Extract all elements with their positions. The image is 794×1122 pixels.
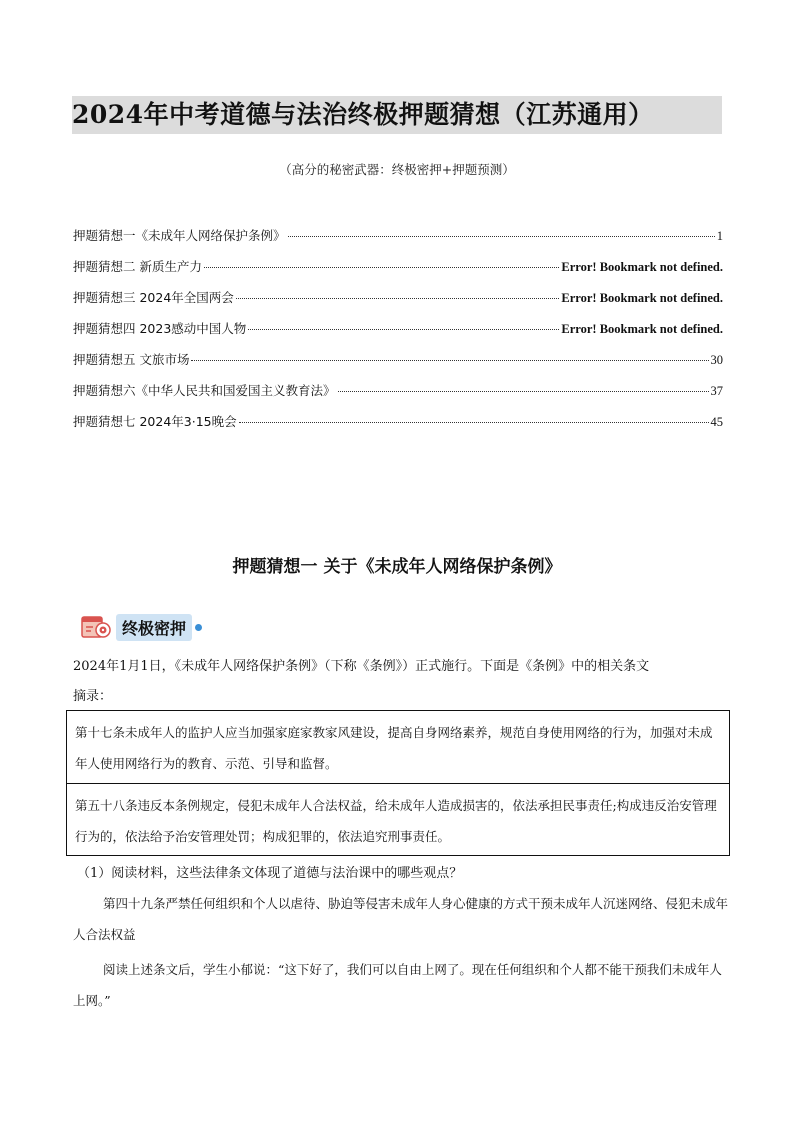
- toc-entry[interactable]: [73, 319, 723, 350]
- document-subtitle: （高分的秘密武器：终极密押+押题预测）: [279, 162, 515, 177]
- toc-entry-label: 押题猜想七 2024年3·15晚会: [73, 414, 237, 429]
- badge-dot-icon: [195, 624, 202, 631]
- section-heading: 押题猜想一 关于《未成年人网络保护条例》: [232, 557, 562, 577]
- table-of-contents: [73, 226, 723, 443]
- toc-entry[interactable]: [73, 226, 723, 257]
- toc-entry-page: 37: [710, 384, 723, 398]
- document-title: 2024年中考道德与法治终极押题猜想（江苏通用）: [72, 100, 654, 129]
- toc-entry-label: 押题猜想六《中华人民共和国爱国主义教育法》: [73, 383, 336, 398]
- intro-line-2: 摘录：: [73, 689, 113, 704]
- toc-entry[interactable]: [73, 412, 723, 443]
- toc-leader-dots: [338, 391, 709, 392]
- calendar-target-icon: [80, 613, 114, 641]
- toc-leader-dots: [191, 360, 708, 361]
- toc-leader-dots: [248, 329, 559, 330]
- toc-leader-dots: [236, 298, 560, 299]
- toc-entry-page: Error! Bookmark not defined.: [561, 322, 723, 336]
- toc-entry-label: 押题猜想三 2024年全国两会: [73, 290, 234, 305]
- article-49-text: 第四十九条严禁任何组织和个人以虐待、胁迫等侵害未成年人身心健康的方式干预未成年人沉迷网络、侵犯未成年人合法权益: [73, 896, 729, 942]
- toc-entry[interactable]: [73, 350, 723, 381]
- badge-label: 终极密押: [116, 614, 192, 641]
- toc-entry-page: Error! Bookmark not defined.: [561, 260, 723, 274]
- article-58: 第五十八条违反本条例规定，侵犯未成年人合法权益，给未成年人造成损害的，依法承担民事责任;构成违反治安管理行为的，依法给予治安管理处罚；构成犯罪的，依法追究刑事责任。: [67, 783, 729, 855]
- toc-entry-label: 押题猜想二 新质生产力: [73, 259, 202, 274]
- toc-entry-label: 押题猜想四 2023感动中国人物: [73, 321, 247, 336]
- toc-entry[interactable]: [73, 257, 723, 288]
- toc-entry[interactable]: [73, 381, 723, 412]
- toc-entry[interactable]: [73, 288, 723, 319]
- toc-leader-dots: [288, 236, 715, 237]
- toc-leader-dots: [204, 267, 559, 268]
- title-highlight: [72, 96, 722, 134]
- toc-entry-page: Error! Bookmark not defined.: [561, 291, 723, 305]
- toc-entry-page: 30: [710, 353, 723, 367]
- student-quote: 阅读上述条文后，学生小郁说：“这下好了，我们可以自由上网了。现在任何组织和个人都不能干预我们未成年人上网。”: [73, 962, 722, 1008]
- toc-entry-label: 押题猜想一《未成年人网络保护条例》: [73, 228, 286, 243]
- toc-entry-label: 押题猜想五 文旅市场: [73, 352, 190, 367]
- section-badge: [80, 613, 202, 641]
- article-17: 第十七条未成年人的监护人应当加强家庭家教家风建设，提高自身网络素养，规范自身使用网络的行为，加强对未成年人使用网络行为的教育、示范、引导和监督。: [75, 725, 713, 771]
- question-1: （1）阅读材料，这些法律条文体现了道德与法治课中的哪些观点？: [77, 866, 463, 881]
- intro-line-1: 2024年1月1日，《未成年人网络保护条例》（下称《条例》）正式施行。下面是《条例》中的相关条文: [73, 659, 650, 674]
- toc-entry-page: 45: [710, 415, 723, 429]
- toc-entry-page: 1: [716, 229, 723, 243]
- law-excerpt-box: [66, 710, 730, 856]
- toc-leader-dots: [239, 422, 709, 423]
